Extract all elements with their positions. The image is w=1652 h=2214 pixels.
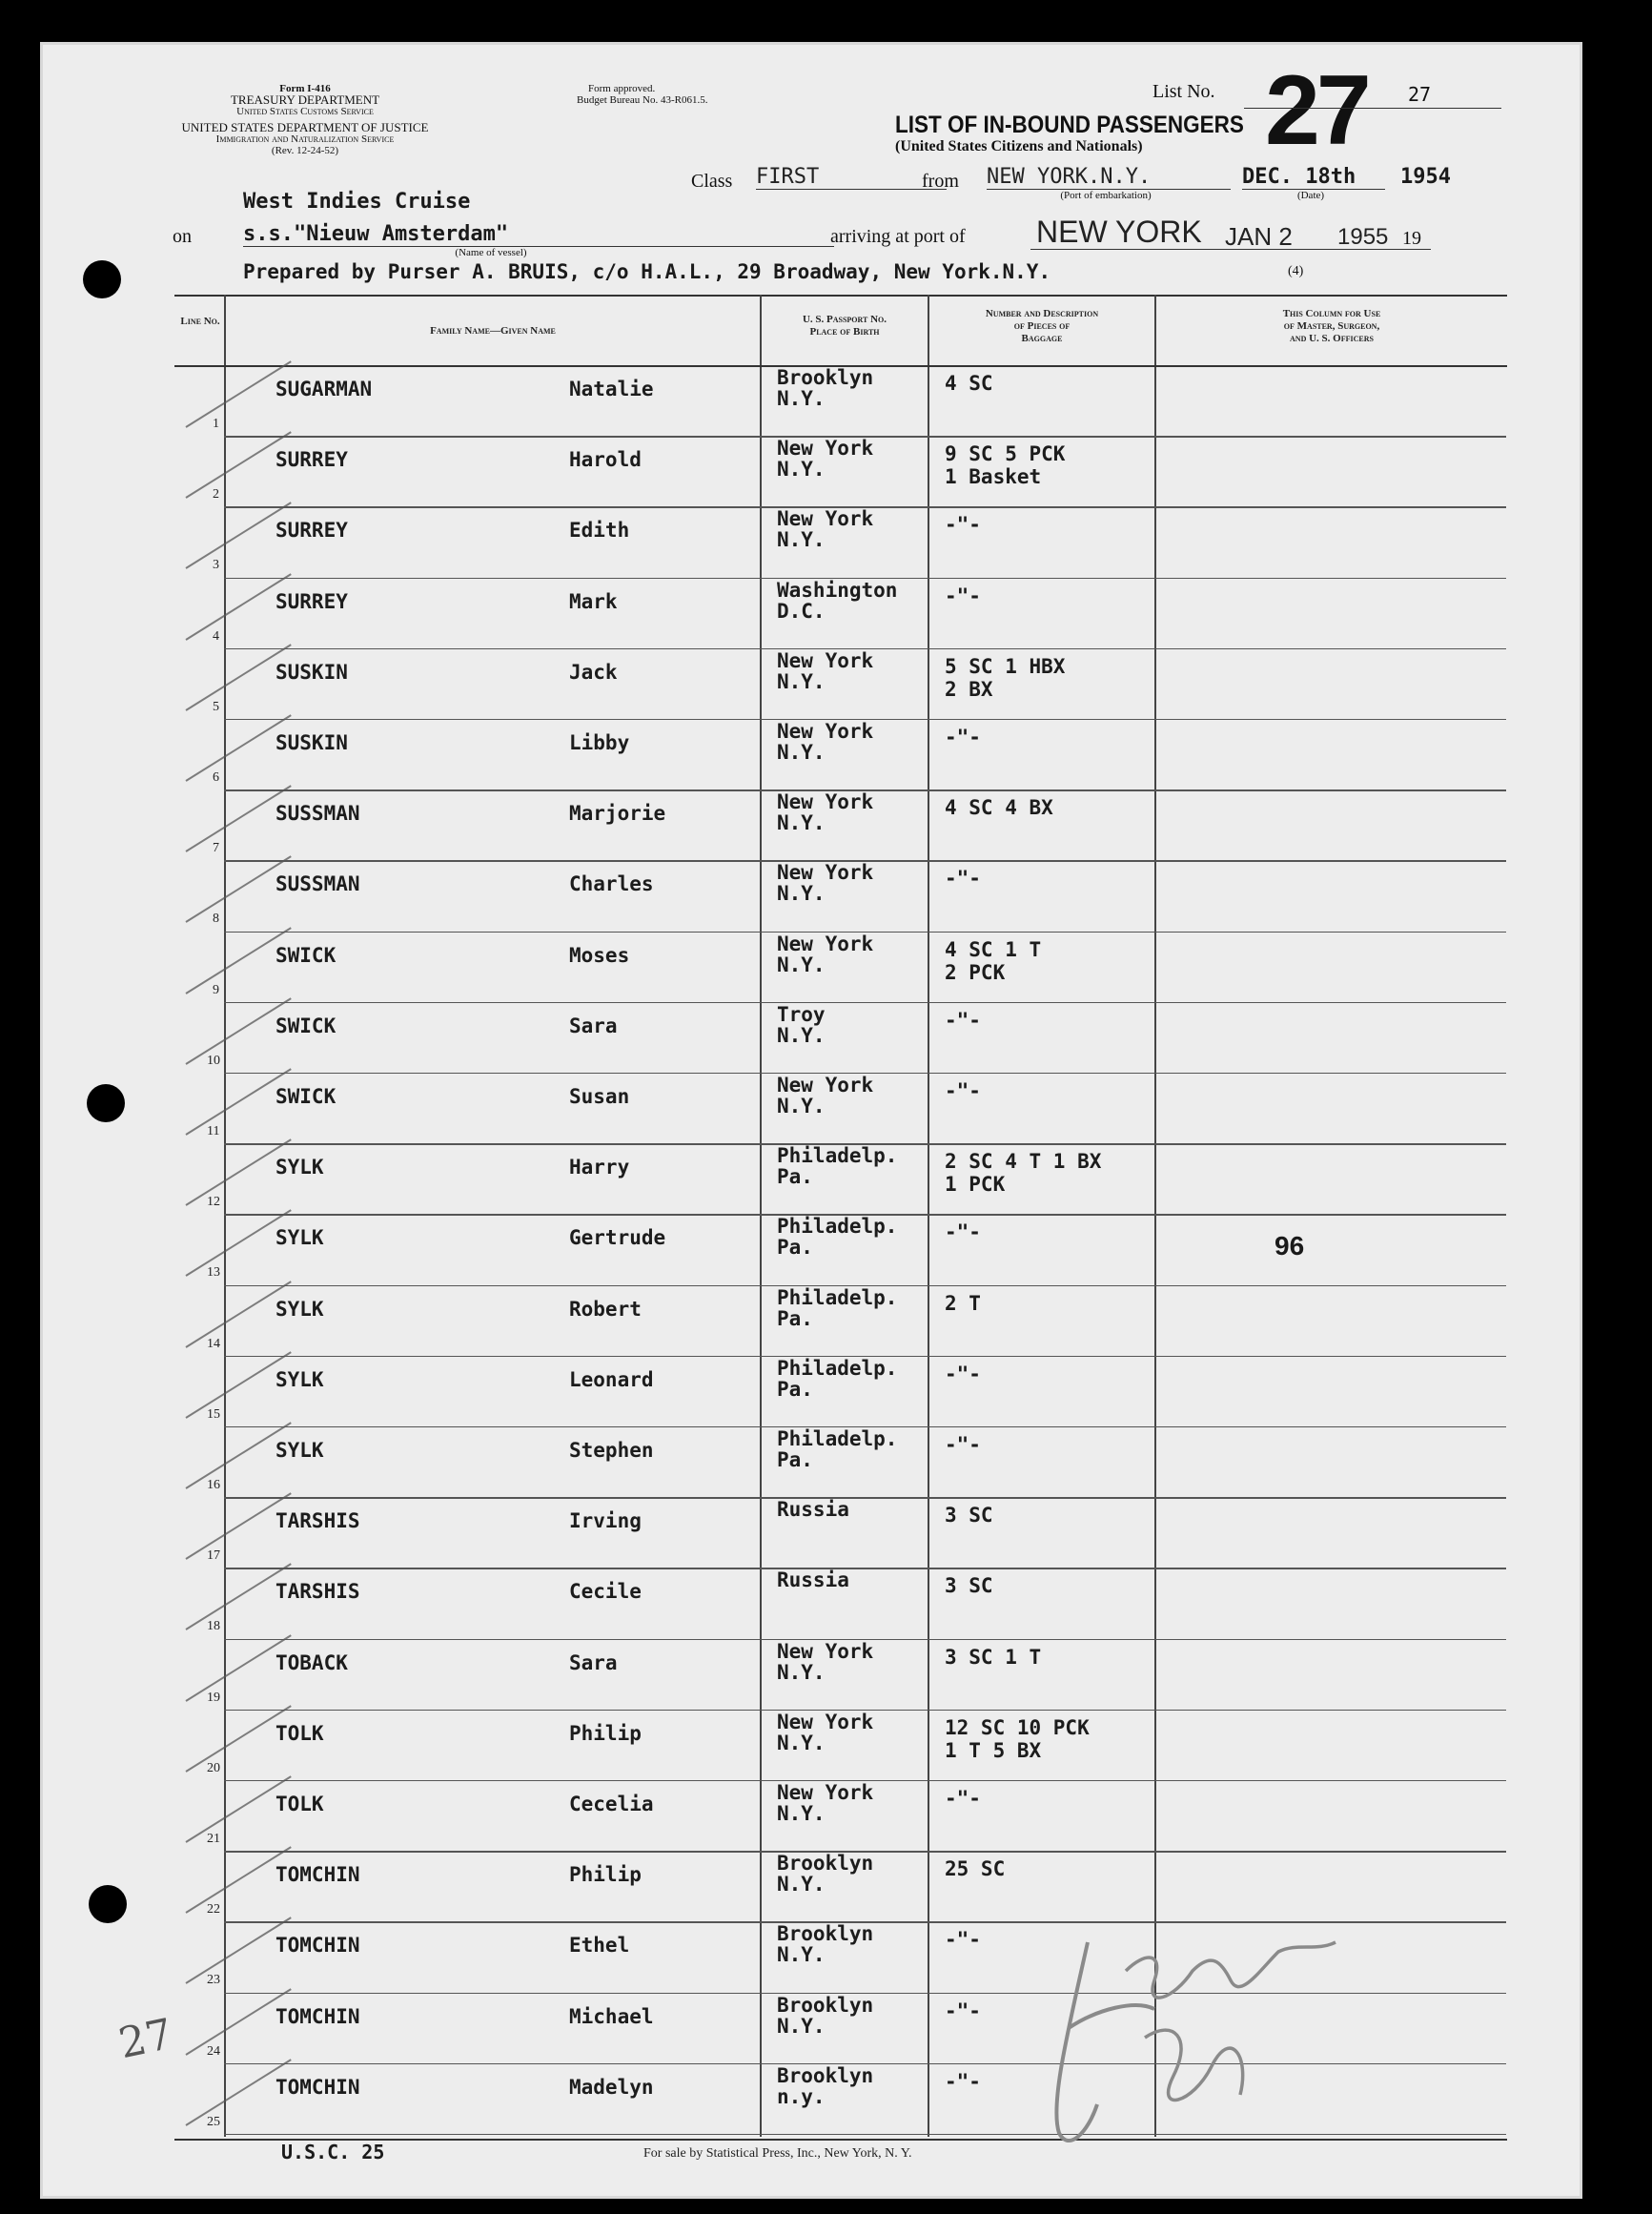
line-number: 11 xyxy=(207,1124,220,1138)
place-of-birth-line2: Pa. xyxy=(777,1165,813,1189)
line-number: 21 xyxy=(207,1832,220,1846)
agency-justice: UNITED STATES DEPARTMENT OF JUSTICE xyxy=(181,120,429,134)
given-name: Cecile xyxy=(569,1580,642,1604)
footer-printer: For sale by Statistical Press, Inc., New York, N. Y. xyxy=(643,2146,912,2161)
family-name: SUSKIN xyxy=(275,731,348,754)
place-of-birth-line1: Philadelp. xyxy=(777,1144,898,1168)
place-of-birth-line2: N.Y. xyxy=(777,1023,826,1047)
given-name: Libby xyxy=(569,731,630,754)
line-number: 14 xyxy=(207,1336,220,1351)
list-no-small: 27 xyxy=(1408,83,1432,106)
place-of-birth-line2: N.Y. xyxy=(777,1095,826,1117)
baggage-line1: -"- xyxy=(945,584,981,607)
place-of-birth-line1: Brooklyn xyxy=(777,1922,874,1946)
place-of-birth-line1: New York xyxy=(777,1639,874,1663)
line-number: 4 xyxy=(213,628,219,644)
family-name: TOLK xyxy=(275,1721,324,1745)
family-name: SURREY xyxy=(275,589,348,613)
place-of-birth-line2: N.Y. xyxy=(777,953,826,976)
place-of-birth-line1: New York xyxy=(777,1781,874,1804)
place-of-birth-line2: N.Y. xyxy=(777,1660,826,1684)
list-no-label: List No. xyxy=(1152,81,1215,102)
list-subtitle: (United States Citizens and Nationals) xyxy=(895,138,1143,154)
col-header-baggage-l1: Number and Description xyxy=(985,308,1099,319)
table-row xyxy=(43,1004,1585,1075)
agency-block xyxy=(176,83,434,156)
port-caption: (Port of embarkation) xyxy=(1060,190,1152,201)
on-label: on xyxy=(173,226,192,247)
arrival-date: JAN 2 xyxy=(1225,222,1293,251)
place-of-birth-line1: New York xyxy=(777,507,874,531)
from-year: 1954 xyxy=(1400,165,1451,189)
arrival-year-suffix: 19 xyxy=(1402,228,1421,249)
place-of-birth-line1: New York xyxy=(777,932,874,955)
agency-ins: Immigration and Naturalization Service xyxy=(215,133,395,145)
family-name: TOLK xyxy=(275,1793,324,1815)
table-row xyxy=(43,1287,1585,1358)
col-header-officers-l3: and U. S. Officers xyxy=(1290,333,1374,344)
given-name: Irving xyxy=(569,1509,642,1533)
family-name: TOMCHIN xyxy=(275,2075,360,2099)
line-number: 8 xyxy=(213,912,219,927)
baggage-line1: 3 SC xyxy=(945,1504,993,1527)
table-row xyxy=(43,580,1585,650)
table-row xyxy=(43,438,1585,508)
col-header-line-no: Line No. xyxy=(180,316,220,327)
from-label: from xyxy=(922,171,959,192)
given-name: Cecelia xyxy=(569,1793,654,1815)
family-name: SURREY xyxy=(275,519,348,543)
family-name: SUSSMAN xyxy=(275,802,360,826)
family-name: TOBACK xyxy=(275,1650,348,1674)
table-row xyxy=(43,1428,1585,1499)
given-name: Mark xyxy=(569,589,618,613)
table-row xyxy=(43,1641,1585,1712)
baggage-line1: -"- xyxy=(945,513,981,537)
agency-customs: United States Customs Service xyxy=(236,106,374,117)
arrival-year: 1955 xyxy=(1337,224,1389,250)
line-number: 7 xyxy=(213,841,219,856)
baggage-line1: -"- xyxy=(945,1079,981,1102)
officer-signature xyxy=(1030,1914,1393,2162)
line-number: 10 xyxy=(207,1053,220,1068)
table-row xyxy=(43,862,1585,933)
baggage-line2: 2 BX xyxy=(945,677,993,701)
baggage-line1: -"- xyxy=(945,726,981,748)
col-header-passport xyxy=(762,314,928,338)
given-name: Gertrude xyxy=(569,1226,666,1250)
place-of-birth-line1: New York xyxy=(777,720,874,743)
family-name: SWICK xyxy=(275,1014,337,1037)
place-of-birth-line2: N.Y. xyxy=(777,811,826,835)
given-name: Natalie xyxy=(569,378,654,400)
line-number: 13 xyxy=(207,1265,220,1281)
family-name: SUSKIN xyxy=(275,660,348,684)
col-header-officers-l1: This Column for Use xyxy=(1282,308,1381,319)
col-header-baggage-l2: of Pieces of xyxy=(1013,320,1071,332)
baggage-line2: 1 T 5 BX xyxy=(945,1738,1042,1762)
place-of-birth-line2: N.Y. xyxy=(777,387,826,410)
given-name: Leonard xyxy=(569,1367,654,1391)
class-label: Class xyxy=(691,171,733,192)
family-name: TARSHIS xyxy=(275,1509,360,1533)
line-number: 20 xyxy=(207,1760,220,1775)
table-row xyxy=(43,650,1585,721)
place-of-birth-line2: Pa. xyxy=(777,1306,813,1330)
family-name: SUSSMAN xyxy=(275,872,360,896)
place-of-birth-line2: Pa. xyxy=(777,1236,813,1260)
line-number: 9 xyxy=(213,982,219,997)
line-number: 17 xyxy=(207,1548,220,1564)
date-caption: (Date) xyxy=(1296,190,1325,201)
baggage-line1: 3 SC xyxy=(945,1574,993,1598)
table-row xyxy=(43,1499,1585,1569)
list-title: LIST OF IN-BOUND PASSENGERS xyxy=(895,112,1244,138)
place-of-birth-line1: Brooklyn xyxy=(777,2063,874,2087)
place-of-birth-line2: D.C. xyxy=(777,599,826,623)
baggage-line1: -"- xyxy=(945,1362,981,1385)
place-of-birth-line1: Philadelp. xyxy=(777,1215,898,1239)
line-number: 16 xyxy=(207,1478,220,1492)
given-name: Ethel xyxy=(569,1934,630,1958)
given-name: Edith xyxy=(569,519,630,543)
family-name: SURREY xyxy=(275,448,348,472)
baggage-line1: 9 SC 5 PCK xyxy=(945,442,1066,466)
family-name: SYLK xyxy=(275,1226,324,1250)
table-row xyxy=(43,1216,1585,1286)
line-number: 19 xyxy=(207,1690,220,1705)
given-name: Sara xyxy=(569,1014,618,1037)
col-header-baggage xyxy=(929,308,1154,345)
baggage-line1: 2 T xyxy=(945,1291,981,1315)
arriving-label: arriving at port of xyxy=(830,226,966,247)
col-header-passport-l2: Place of Birth xyxy=(809,326,880,338)
line-number: 5 xyxy=(213,699,219,714)
budget-block xyxy=(577,83,758,106)
baggage-line1: 4 SC 4 BX xyxy=(945,796,1053,820)
place-of-birth-line1: New York xyxy=(777,790,874,814)
arrival-port: NEW YORK xyxy=(1036,215,1202,249)
line-number: 6 xyxy=(213,770,219,785)
prepared-by: Prepared by Purser A. BRUIS, c/o H.A.L., 29 Broadway, New York.N.Y. xyxy=(243,260,1051,283)
place-of-birth-line2: n.y. xyxy=(777,2084,826,2108)
form-approved: Form approved. xyxy=(588,83,656,94)
list-no-underline xyxy=(1244,108,1501,109)
table-row xyxy=(43,367,1585,438)
baggage-line1: -"- xyxy=(945,1928,981,1952)
family-name: SWICK xyxy=(275,943,337,967)
place-of-birth-line2: N.Y. xyxy=(777,2014,826,2038)
baggage-line1: 12 SC 10 PCK xyxy=(945,1715,1090,1739)
table-row xyxy=(43,1569,1585,1640)
baggage-line1: 25 SC xyxy=(945,1857,1006,1881)
place-of-birth-line2: N.Y. xyxy=(777,458,826,482)
place-of-birth-line2: N.Y. xyxy=(777,528,826,552)
baggage-line1: -"- xyxy=(945,1999,981,2022)
table-row xyxy=(43,508,1585,579)
place-of-birth-line1: New York xyxy=(777,861,874,885)
family-name: SWICK xyxy=(275,1085,337,1108)
family-name: SYLK xyxy=(275,1367,324,1391)
baggage-line1: -"- xyxy=(945,1433,981,1456)
place-of-birth-line2: N.Y. xyxy=(777,1943,826,1967)
baggage-line1: -"- xyxy=(945,867,981,891)
baggage-line1: -"- xyxy=(945,1008,981,1032)
given-name: Jack xyxy=(569,660,618,684)
table-row xyxy=(43,1075,1585,1145)
given-name: Michael xyxy=(569,2004,654,2028)
place-of-birth-line1: Brooklyn xyxy=(777,366,874,389)
agency-treasury: TREASURY DEPARTMENT xyxy=(230,92,380,107)
place-of-birth-line1: Philadelp. xyxy=(777,1285,898,1309)
baggage-line1: -"- xyxy=(945,2069,981,2093)
class-value: FIRST xyxy=(756,165,947,190)
given-name: Madelyn xyxy=(569,2075,654,2099)
family-name: TOMCHIN xyxy=(275,1934,360,1958)
given-name: Philip xyxy=(569,1863,642,1887)
form-revision: (Rev. 12-24-52) xyxy=(271,145,339,156)
from-port: NEW YORK.N.Y. xyxy=(987,165,1231,190)
table-row xyxy=(43,791,1585,862)
given-name: Susan xyxy=(569,1085,630,1108)
line-number: 23 xyxy=(207,1973,220,1988)
place-of-birth-line1: Brooklyn xyxy=(777,1852,874,1876)
family-name: TOMCHIN xyxy=(275,2004,360,2028)
table-row xyxy=(43,1782,1585,1853)
col-header-officers xyxy=(1158,308,1505,345)
footer-form-code: U.S.C. 25 xyxy=(281,2141,385,2163)
place-of-birth-line1: Philadelp. xyxy=(777,1356,898,1380)
table-row xyxy=(43,721,1585,791)
col-header-officers-l2: of Master, Surgeon, xyxy=(1283,320,1380,332)
line-number: 2 xyxy=(213,487,219,502)
given-name: Robert xyxy=(569,1297,642,1321)
baggage-line1: 5 SC 1 HBX xyxy=(945,654,1066,678)
place-of-birth-line2: N.Y. xyxy=(777,1873,826,1896)
table-row xyxy=(43,1145,1585,1216)
place-of-birth-line2: Pa. xyxy=(777,1377,813,1401)
from-date: DEC. 18th xyxy=(1242,165,1385,190)
baggage-line1: -"- xyxy=(945,1220,981,1244)
table-row xyxy=(43,933,1585,1004)
margin-number: 27 xyxy=(114,2009,177,2069)
line-number: 12 xyxy=(207,1195,220,1210)
place-of-birth-line2: N.Y. xyxy=(777,669,826,693)
passenger-list-sheet xyxy=(40,42,1582,2199)
baggage-line1: 4 SC xyxy=(945,372,993,395)
baggage-line1: -"- xyxy=(945,1787,981,1810)
form-number: Form I-416 xyxy=(279,83,331,94)
line-number: 3 xyxy=(213,558,219,573)
punch-hole-top xyxy=(83,260,121,298)
budget-number: Budget Bureau No. 43-R061.5. xyxy=(577,94,708,106)
family-name: SYLK xyxy=(275,1439,324,1462)
baggage-line1: 3 SC 1 T xyxy=(945,1645,1042,1669)
line-number: 18 xyxy=(207,1619,220,1634)
place-of-birth-line2: N.Y. xyxy=(777,741,826,764)
table-row xyxy=(43,1358,1585,1428)
place-of-birth-line1: Brooklyn xyxy=(777,1993,874,2017)
list-no-value: 27 xyxy=(1265,55,1368,166)
given-name: Philip xyxy=(569,1721,642,1745)
baggage-line2: 1 PCK xyxy=(945,1173,1006,1197)
family-name: TARSHIS xyxy=(275,1580,360,1604)
line-number: 24 xyxy=(207,2043,220,2059)
given-name: Harry xyxy=(569,1156,630,1179)
place-of-birth-line1: Russia xyxy=(777,1498,849,1522)
baggage-line2: 1 Basket xyxy=(945,465,1042,489)
given-name: Sara xyxy=(569,1650,618,1674)
given-name: Charles xyxy=(569,872,654,896)
table-row xyxy=(43,1712,1585,1782)
place-of-birth-line1: New York xyxy=(777,648,874,672)
place-of-birth-line2: N.Y. xyxy=(777,882,826,906)
col-header-passport-l1: U. S. Passport No. xyxy=(802,314,887,325)
vessel-caption: (Name of vessel) xyxy=(455,247,527,258)
line-number: 15 xyxy=(207,1406,220,1422)
family-name: SYLK xyxy=(275,1156,324,1179)
baggage-line1: 2 SC 4 T 1 BX xyxy=(945,1150,1102,1174)
place-of-birth-line2: N.Y. xyxy=(777,1802,826,1825)
place-of-birth-line1: New York xyxy=(777,1710,874,1733)
place-of-birth-line1: New York xyxy=(777,437,874,461)
place-of-birth-line2: N.Y. xyxy=(777,1731,826,1754)
line-number: 22 xyxy=(207,1902,220,1917)
given-name: Stephen xyxy=(569,1439,654,1462)
prepared-note: (4) xyxy=(1288,264,1304,278)
place-of-birth-line2: Pa. xyxy=(777,1448,813,1471)
arrival-underline xyxy=(1030,249,1431,250)
family-name: SYLK xyxy=(275,1297,324,1321)
family-name: SUGARMAN xyxy=(275,378,373,400)
line-number: 25 xyxy=(207,2114,220,2129)
col-header-name: Family Name—Given Name xyxy=(430,325,556,337)
baggage-line2: 2 PCK xyxy=(945,960,1006,984)
place-of-birth-line1: Troy xyxy=(777,1002,826,1026)
place-of-birth-line1: Philadelp. xyxy=(777,1427,898,1450)
officer-note: 96 xyxy=(1275,1231,1305,1261)
baggage-line1: 4 SC 1 T xyxy=(945,937,1042,961)
place-of-birth-line1: New York xyxy=(777,1074,874,1097)
cruise-name: West Indies Cruise xyxy=(243,190,471,214)
col-header-baggage-l3: Baggage xyxy=(1021,333,1063,344)
line-number: 1 xyxy=(213,417,219,431)
place-of-birth-line1: Russia xyxy=(777,1568,849,1592)
vessel-name: s.s."Nieuw Amsterdam" xyxy=(243,222,834,247)
place-of-birth-line1: Washington xyxy=(777,578,898,602)
given-name: Harold xyxy=(569,448,642,472)
given-name: Marjorie xyxy=(569,802,666,826)
given-name: Moses xyxy=(569,943,630,967)
family-name: TOMCHIN xyxy=(275,1863,360,1887)
